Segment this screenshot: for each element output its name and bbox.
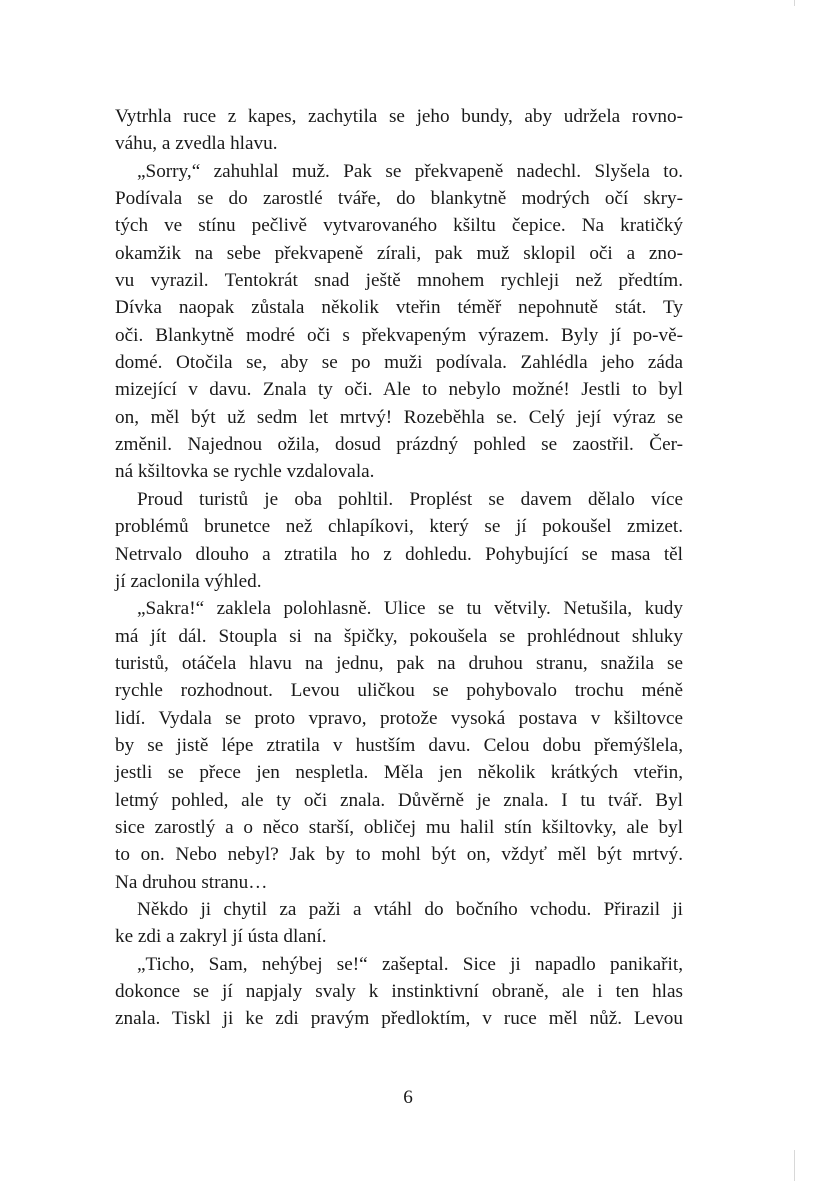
- page-edge-mark-top: [794, 0, 795, 6]
- text-line: Na druhou stranu…: [115, 871, 268, 893]
- text-line: Netrvalo dlouho a ztratila ho z dohledu. Pohybující se masa těl: [115, 543, 683, 565]
- text-line: Někdo ji chytil za paži a vtáhl do bočního vchodu. Přirazil ji: [137, 898, 683, 920]
- page-number: 6: [403, 1087, 413, 1108]
- text-line: jí zaclonila výhled.: [115, 570, 262, 592]
- text-line: domé. Otočila se, aby se po muži podívala. Zahlédla jeho záda: [115, 352, 683, 374]
- text-line: letmý pohled, ale ty oči znala. Důvěrně je znala. I tu tvář. Byl: [115, 789, 683, 811]
- text-line: „Sorry,“ zahuhlal muž. Pak se překvapeně nadechl. Slyšela to.: [137, 160, 683, 182]
- text-line: jestli se přece jen nespletla. Měla jen několik krátkých vteřin,: [115, 762, 683, 784]
- text-line: ke zdi a zakryl jí ústa dlaní.: [115, 926, 327, 948]
- text-line: turistů, otáčela hlavu na jednu, pak na druhou stranu, snažila se: [115, 652, 683, 674]
- text-line: ná kšiltovka se rychle vzdalovala.: [115, 461, 375, 483]
- text-line: oči. Blankytně modré oči s překvapeným výrazem. Byly jí po-vě-: [115, 324, 683, 346]
- text-line: „Sakra!“ zaklela polohlasně. Ulice se tu větvily. Netušila, kudy: [137, 598, 683, 620]
- page-edge-mark-bottom: [794, 1150, 795, 1181]
- text-line: by se jistě lépe ztratila v hustším davu. Celou dobu přemýšlela,: [115, 734, 683, 756]
- text-line: znala. Tiskl ji ke zdi pravým předloktím, v ruce měl nůž. Levou: [115, 1008, 683, 1030]
- text-line: váhu, a zvedla hlavu.: [115, 133, 278, 155]
- body-text: [115, 103, 683, 1033]
- text-line: Proud turistů je oba pohltil. Proplést se davem dělalo více: [137, 488, 683, 510]
- text-line: Podívala se do zarostlé tváře, do blankytně modrých očí skry-: [115, 188, 683, 210]
- text-line: problémů brunetce než chlapíkovi, který se jí pokoušel zmizet.: [115, 516, 683, 538]
- text-line: sice zarostlý a o něco starší, obličej mu halil stín kšiltovky, ale byl: [115, 816, 683, 838]
- text-line: vu vyrazil. Tentokrát snad ještě mnohem rychleji než předtím.: [115, 270, 683, 292]
- text-line: dokonce se jí napjaly svaly k instinktivní obraně, ale i ten hlas: [115, 981, 683, 1002]
- text-line: okamžik na sebe překvapeně zírali, pak muž sklopil oči a zno-: [115, 242, 683, 264]
- text-line: lidí. Vydala se proto vpravo, protože vysoká postava v kšiltovce: [115, 707, 683, 729]
- text-line: rychle rozhodnout. Levou uličkou se pohybovalo trochu méně: [115, 680, 683, 702]
- text-line: má jít dál. Stoupla si na špičky, pokoušela se prohlédnout shluky: [115, 625, 683, 647]
- text-line: Dívka naopak zůstala několik vteřin téměř nepohnutě stát. Ty: [115, 297, 683, 319]
- text-line: změnil. Najednou ožila, dosud prázdný pohled se zaostřil. Čer-: [115, 434, 683, 456]
- text-line: mizející v davu. Znala ty oči. Ale to nebylo možné! Jestli to byl: [115, 379, 683, 401]
- text-line: to on. Nebo nebyl? Jak by to mohl být on, vždyť měl být mrtvý.: [115, 844, 683, 866]
- text-line: „Ticho, Sam, nehýbej se!“ zašeptal. Sice ji napadlo panikařit,: [137, 953, 683, 975]
- text-line: tých ve stínu pečlivě vytvarovaného kšiltu čepice. Na kratičký: [115, 215, 683, 237]
- text-line: Vytrhla ruce z kapes, zachytila se jeho bundy, aby udržela rovno-: [115, 106, 683, 127]
- text-line: on, měl být už sedm let mrtvý! Rozeběhla se. Celý její výraz se: [115, 406, 683, 428]
